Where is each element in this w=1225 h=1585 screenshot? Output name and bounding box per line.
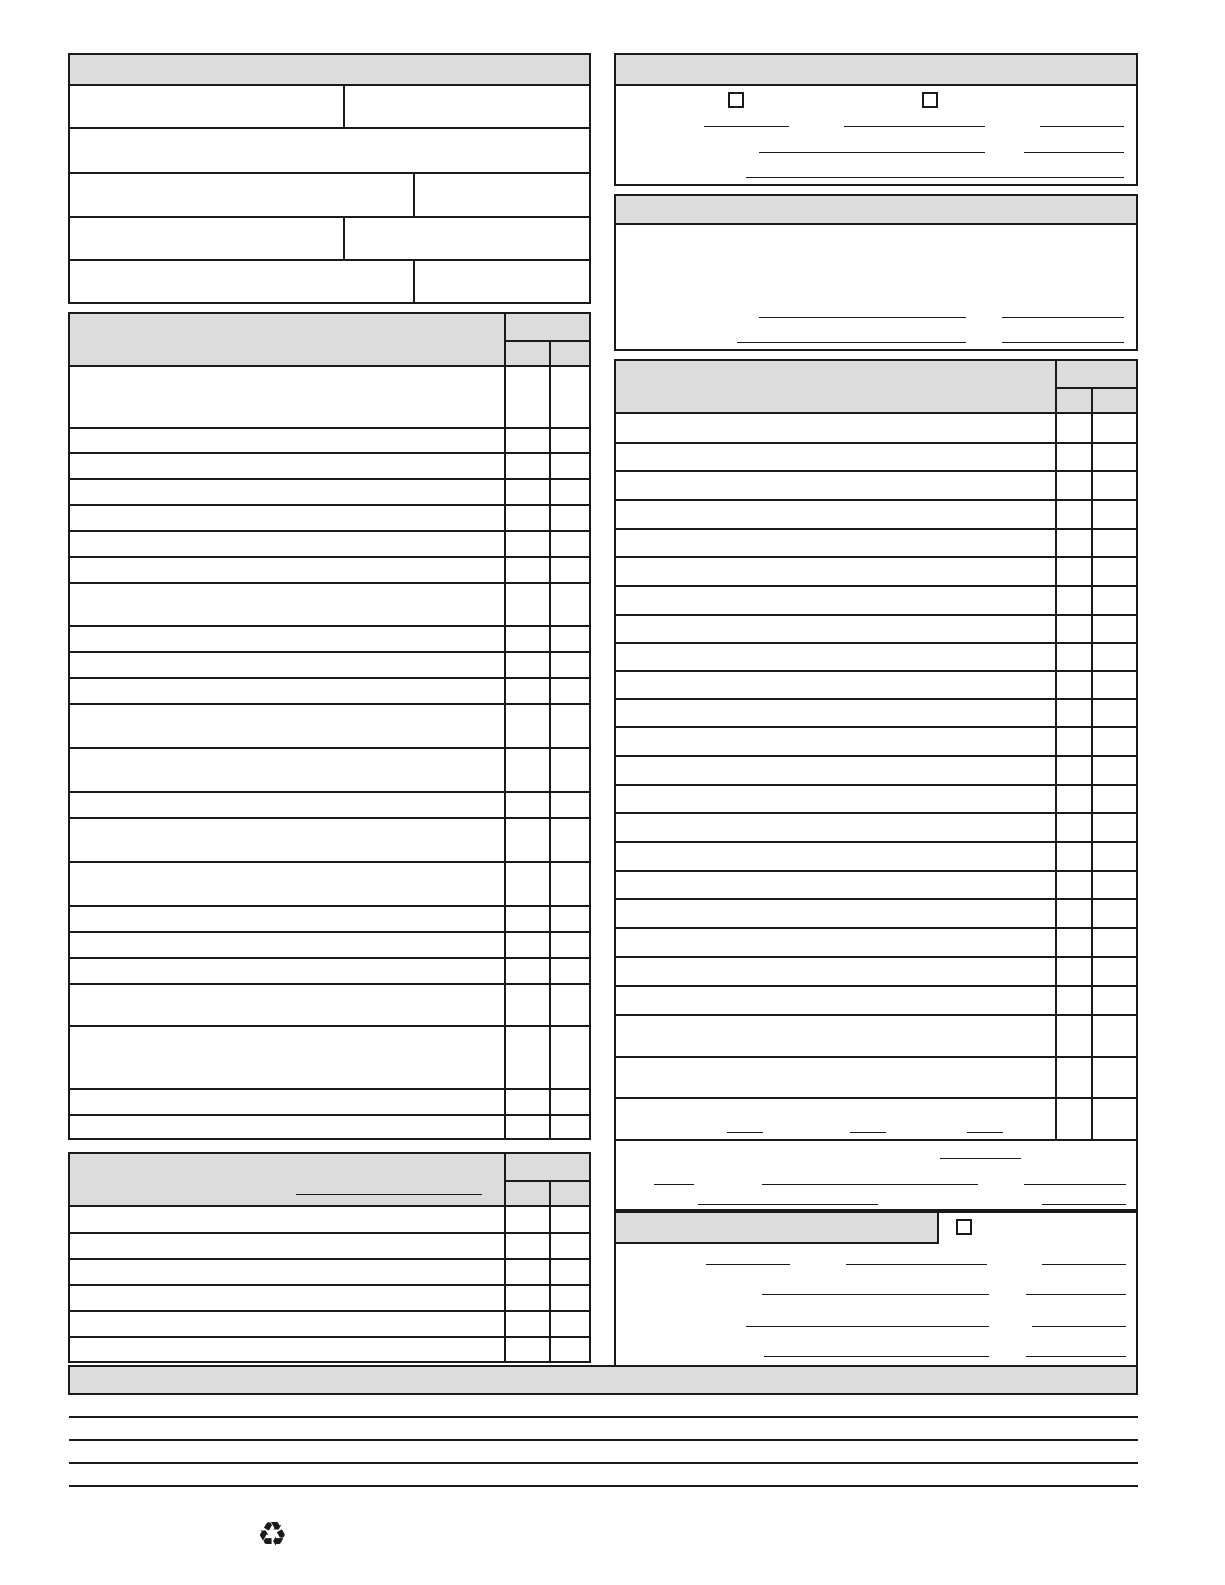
row-divider	[70, 127, 589, 129]
table-row-divider	[616, 556, 1136, 558]
fill-line[interactable]	[1042, 1204, 1126, 1205]
fill-line[interactable]	[940, 1158, 1021, 1159]
table-row-divider	[70, 861, 589, 863]
table-row-divider	[616, 499, 1136, 501]
option-checkbox-2[interactable]	[922, 92, 938, 108]
yes-no-divider	[549, 1180, 551, 1361]
table-row-divider	[616, 927, 1136, 929]
table-row-divider	[616, 585, 1136, 587]
fill-line[interactable]	[1032, 1326, 1126, 1327]
identification-header	[70, 55, 589, 86]
table-row-divider	[616, 1056, 1136, 1058]
table-row-divider	[616, 1014, 1136, 1016]
table-row-divider	[70, 625, 589, 627]
table-row-divider	[70, 427, 589, 429]
right-top-header	[616, 55, 1136, 86]
yes-no-header-divider	[504, 1180, 589, 1182]
fill-line[interactable]	[759, 152, 985, 153]
right-bottom-section	[614, 1211, 1138, 1368]
row-divider	[70, 216, 589, 218]
table-row-divider	[616, 670, 1136, 672]
fill-line[interactable]	[706, 1264, 790, 1265]
table-row-divider	[70, 983, 589, 985]
yes-no-header-divider	[504, 340, 589, 342]
table-row-divider	[616, 726, 1136, 728]
table-row-divider	[616, 784, 1136, 786]
table-row-divider	[70, 452, 589, 454]
fill-line[interactable]	[1002, 342, 1124, 343]
row-divider	[70, 172, 589, 174]
fill-line[interactable]	[704, 126, 789, 127]
fill-line[interactable]	[759, 317, 966, 318]
row-divider	[70, 259, 589, 261]
table-row-divider	[616, 528, 1136, 530]
table-row-divider	[616, 1139, 1136, 1141]
col-divider	[343, 86, 345, 129]
table-row-divider	[70, 747, 589, 749]
fill-line[interactable]	[1040, 126, 1124, 127]
right-top-section	[614, 53, 1138, 186]
fill-line[interactable]	[764, 1356, 989, 1357]
table-row-divider	[70, 1088, 589, 1090]
right-second-section	[614, 194, 1138, 351]
header-fill-line	[296, 1194, 482, 1195]
fill-line[interactable]	[698, 1204, 878, 1205]
table-row-divider	[70, 582, 589, 584]
right-bottom-header	[616, 1213, 939, 1244]
fill-line[interactable]	[746, 177, 1124, 178]
table-row-divider	[70, 1258, 589, 1260]
table-row-divider	[616, 614, 1136, 616]
fill-line[interactable]	[727, 1132, 763, 1133]
fill-line[interactable]	[1024, 152, 1124, 153]
table-row-divider	[616, 870, 1136, 872]
table-row-divider	[70, 905, 589, 907]
remarks-line[interactable]	[69, 1439, 1138, 1441]
table-row-divider	[616, 442, 1136, 444]
table-row-divider	[616, 841, 1136, 843]
table-row-divider	[70, 504, 589, 506]
remarks-section	[68, 1365, 1138, 1395]
fill-line[interactable]	[654, 1184, 694, 1185]
recycle-icon: ♻	[257, 1515, 288, 1555]
yes-no-divider	[549, 340, 551, 1138]
fill-line[interactable]	[844, 126, 985, 127]
fill-line[interactable]	[846, 1264, 987, 1265]
remarks-line[interactable]	[69, 1485, 1138, 1487]
col-divider	[413, 261, 415, 304]
table-row-divider	[616, 755, 1136, 757]
table-row-divider	[616, 698, 1136, 700]
table-row-divider	[70, 817, 589, 819]
table-row-divider	[616, 470, 1136, 472]
checklist-small	[68, 1152, 591, 1363]
fill-line[interactable]	[762, 1294, 989, 1295]
table-row-divider	[70, 651, 589, 653]
table-row-divider	[70, 1336, 589, 1338]
yes-no-divider	[504, 314, 506, 1138]
checklist-left	[68, 312, 591, 1140]
col-divider	[413, 174, 415, 218]
remarks-line[interactable]	[69, 1416, 1138, 1418]
table-row-divider	[616, 956, 1136, 958]
table-row-divider	[70, 1025, 589, 1027]
table-row-divider	[70, 530, 589, 532]
fill-line[interactable]	[737, 342, 966, 343]
remarks-line[interactable]	[69, 1462, 1138, 1464]
table-row-divider	[616, 985, 1136, 987]
table-row-divider	[70, 703, 589, 705]
right-second-header	[616, 196, 1136, 225]
fill-line[interactable]	[1002, 317, 1124, 318]
fill-line[interactable]	[1026, 1294, 1126, 1295]
checklist-right	[614, 359, 1138, 1211]
fill-line[interactable]	[1042, 1264, 1126, 1265]
yes-no-header-divider	[1055, 387, 1136, 389]
identification-section	[68, 53, 591, 304]
remarks-header	[70, 1367, 1136, 1393]
table-row-divider	[70, 931, 589, 933]
table-row-divider	[70, 677, 589, 679]
table-row-divider	[616, 642, 1136, 644]
table-row-divider	[70, 791, 589, 793]
fill-line[interactable]	[1024, 1184, 1126, 1185]
table-row-divider	[70, 478, 589, 480]
fill-line[interactable]	[762, 1184, 978, 1185]
table-row-divider	[70, 556, 589, 558]
yes-no-divider	[1055, 361, 1057, 1141]
fill-line[interactable]	[850, 1132, 886, 1133]
table-row-divider	[70, 957, 589, 959]
option-checkbox-1[interactable]	[728, 92, 744, 108]
col-divider	[343, 218, 345, 261]
table-row-divider	[70, 1310, 589, 1312]
table-row-divider	[616, 1097, 1136, 1099]
fill-line[interactable]	[746, 1326, 989, 1327]
table-row-divider	[70, 1114, 589, 1116]
fill-line[interactable]	[1026, 1356, 1126, 1357]
table-row-divider	[70, 1284, 589, 1286]
table-row-divider	[70, 1232, 589, 1234]
section-checkbox[interactable]	[956, 1219, 972, 1235]
table-row-divider	[616, 898, 1136, 900]
fill-line[interactable]	[967, 1132, 1003, 1133]
table-row-divider	[616, 812, 1136, 814]
